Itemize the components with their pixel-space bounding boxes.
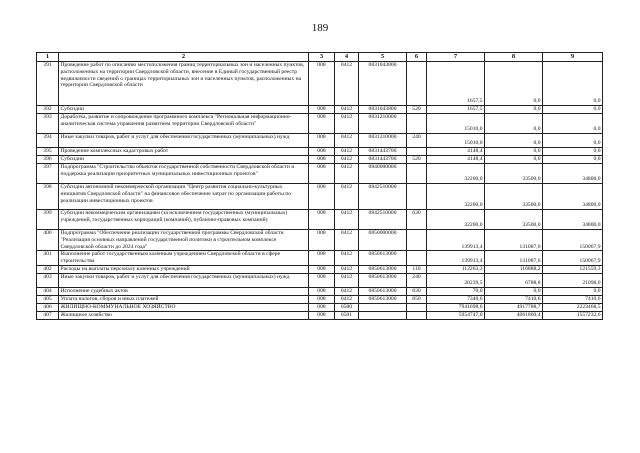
expense-type-code: 830	[407, 288, 427, 296]
amount-year-1: 15010,0	[427, 134, 485, 148]
target-article-code: 0831443700	[359, 156, 407, 164]
amount-year-3: 150067,9	[543, 230, 603, 251]
expense-type-code	[407, 184, 427, 210]
expense-type-code	[407, 251, 427, 266]
row-number: 403	[37, 274, 59, 288]
ministry-code: 008	[309, 184, 335, 210]
amount-year-2: 0,0	[485, 62, 543, 106]
column-header: 8	[485, 53, 543, 62]
table-row	[37, 296, 603, 304]
section-code: 0412	[335, 148, 359, 156]
target-article-code: 0850613000	[359, 251, 407, 266]
amount-year-3: 0,0	[543, 114, 603, 134]
target-article-code	[359, 312, 407, 320]
expense-type-code: 520	[407, 156, 427, 164]
row-number: 407	[37, 312, 59, 320]
amount-year-1: 32200,0	[427, 210, 485, 230]
section-code: 0412	[335, 230, 359, 251]
amount-year-3: 121559,3	[543, 266, 603, 274]
amount-year-2: 131087,6	[485, 230, 543, 251]
table-row	[37, 106, 603, 114]
table-row	[37, 114, 603, 134]
row-number: 400	[37, 230, 59, 251]
column-header: 9	[543, 53, 603, 62]
row-name: Субсидии	[59, 156, 309, 164]
expense-type-code: 110	[407, 266, 427, 274]
expense-type-code	[407, 312, 427, 320]
row-number: 402	[37, 266, 59, 274]
section-code: 0412	[335, 266, 359, 274]
ministry-code: 008	[309, 296, 335, 304]
amount-year-2: 116888,2	[485, 266, 543, 274]
expense-type-code	[407, 148, 427, 156]
amount-year-1: 139913,4	[427, 251, 485, 266]
table-row	[37, 164, 603, 184]
target-article-code: 0842510000	[359, 210, 407, 230]
table-row	[37, 148, 603, 156]
row-name: Жилищное хозяйство	[59, 312, 309, 320]
target-article-code: 0850613000	[359, 274, 407, 288]
amount-year-3: 0,0	[543, 156, 603, 164]
amount-year-2: 0,0	[485, 134, 543, 148]
amount-year-1: 4148,4	[427, 156, 485, 164]
target-article-code: 0831043800	[359, 106, 407, 114]
amount-year-3: 21098,0	[543, 274, 603, 288]
table-row	[37, 274, 603, 288]
section-code: 0412	[335, 184, 359, 210]
amount-year-3: 0,0	[543, 106, 603, 114]
section-code: 0500	[335, 304, 359, 312]
ministry-code: 008	[309, 164, 335, 184]
row-name: Иные закупки товаров, работ и услуг для обеспечения государственных (муниципальных) нужд	[59, 134, 309, 148]
expense-type-code	[407, 230, 427, 251]
row-name: Уплата налогов, сборов и иных платежей	[59, 296, 309, 304]
row-number: 398	[37, 184, 59, 210]
ministry-code: 008	[309, 274, 335, 288]
amount-year-3: 0,0	[543, 62, 603, 106]
target-article-code	[359, 304, 407, 312]
amount-year-1: 70,0	[427, 288, 485, 296]
amount-year-1: 32200,0	[427, 184, 485, 210]
amount-year-2: 131087,6	[485, 251, 543, 266]
column-header: 6	[407, 53, 427, 62]
expense-type-code	[407, 114, 427, 134]
section-code: 0412	[335, 210, 359, 230]
amount-year-2: 33500,0	[485, 184, 543, 210]
expense-type-code: 520	[407, 106, 427, 114]
amount-year-1: 7340,6	[427, 296, 485, 304]
expense-type-code: 630	[407, 210, 427, 230]
expense-type-code	[407, 62, 427, 106]
amount-year-1: 32200,0	[427, 164, 485, 184]
table-row	[37, 134, 603, 148]
target-article-code: 0850613000	[359, 266, 407, 274]
section-code: 0412	[335, 251, 359, 266]
amount-year-3: 34800,0	[543, 210, 603, 230]
ministry-code: 008	[309, 288, 335, 296]
expense-type-code	[407, 164, 427, 184]
table-row	[37, 184, 603, 210]
section-code: 0412	[335, 114, 359, 134]
amount-year-2: 0,0	[485, 106, 543, 114]
target-article-code: 0842510000	[359, 184, 407, 210]
amount-year-3: 34800,0	[543, 164, 603, 184]
amount-year-3: 150067,9	[543, 251, 603, 266]
row-number: 404	[37, 288, 59, 296]
column-header: 4	[335, 53, 359, 62]
ministry-code: 008	[309, 304, 335, 312]
amount-year-2: 4917788,7	[485, 304, 543, 312]
row-number: 401	[37, 251, 59, 266]
table-row	[37, 230, 603, 251]
table-row	[37, 304, 603, 312]
amount-year-2: 33500,0	[485, 210, 543, 230]
target-article-code: 0850000000	[359, 230, 407, 251]
column-header: 5	[359, 53, 407, 62]
header-row	[37, 53, 603, 62]
amount-year-2: 33500,0	[485, 164, 543, 184]
row-number: 396	[37, 156, 59, 164]
row-number: 397	[37, 164, 59, 184]
amount-year-1: 1657,5	[427, 62, 485, 106]
amount-year-3: 34800,0	[543, 184, 603, 210]
amount-year-2: 0,0	[485, 156, 543, 164]
amount-year-1: 15010,0	[427, 114, 485, 134]
row-number: 394	[37, 134, 59, 148]
amount-year-3: 0,0	[543, 134, 603, 148]
row-name: Субсидии	[59, 106, 309, 114]
table-row	[37, 156, 603, 164]
row-number: 399	[37, 210, 59, 230]
expense-type-code	[407, 304, 427, 312]
amount-year-1: 5954747,0	[427, 312, 485, 320]
row-number: 392	[37, 106, 59, 114]
row-name: Подпрограмма "Строительство объектов государственной собственности Свердловской области и поддержка реализации приоритетных муниципальных инвестиционных проектов"	[59, 164, 309, 184]
ministry-code: 008	[309, 230, 335, 251]
amount-year-1: 1657,5	[427, 106, 485, 114]
table-row	[37, 288, 603, 296]
column-header: 3	[309, 53, 335, 62]
row-name: Подпрограмма "Обеспечение реализации государственной программы Свердловской области "Реализация основных направлений государственной политики в строительном комплексе Свердловской области до 2024 года"	[59, 230, 309, 251]
section-code: 0501	[335, 312, 359, 320]
ministry-code: 008	[309, 134, 335, 148]
table-row	[37, 312, 603, 320]
ministry-code: 008	[309, 266, 335, 274]
target-article-code: 0831043800	[359, 62, 407, 106]
row-name: Субсидии автономной некоммерческой организации "Центр развития социально-культурных инициатив Свердловской области" на финансовое обеспечение затрат по организации работы по реализации инвестиционных проектов	[59, 184, 309, 210]
row-name: Иные закупки товаров, работ и услуг для обеспечения государственных (муниципальных) нужд	[59, 274, 309, 288]
amount-year-2: 7410,6	[485, 296, 543, 304]
target-article-code: 0850613000	[359, 288, 407, 296]
section-code: 0412	[335, 164, 359, 184]
ministry-code: 008	[309, 312, 335, 320]
section-code: 0412	[335, 288, 359, 296]
expense-type-code: 850	[407, 296, 427, 304]
section-code: 0412	[335, 274, 359, 288]
table-row	[37, 210, 603, 230]
section-code: 0412	[335, 62, 359, 106]
column-header: 1	[37, 53, 59, 62]
row-name: Исполнение судебных актов	[59, 288, 309, 296]
amount-year-3: 2223468,5	[543, 304, 603, 312]
table-body	[37, 62, 603, 320]
ministry-code: 008	[309, 114, 335, 134]
amount-year-3: 0,0	[543, 148, 603, 156]
amount-year-2: 0,0	[485, 148, 543, 156]
table-row	[37, 251, 603, 266]
amount-year-2: 0,0	[485, 114, 543, 134]
amount-year-1: 20239,5	[427, 274, 485, 288]
row-name: Проведение работ по описанию местоположения границ территориальных зон и населенных пунктов, расположенных на территории Свердловской области, внесение в Единый государственный реестр недвижимости сведений о границах территориальных зон и населенных пунктов, расположенных на территории Свердловской области	[59, 62, 309, 106]
section-code: 0412	[335, 156, 359, 164]
target-article-code: 0850613000	[359, 296, 407, 304]
ministry-code: 008	[309, 156, 335, 164]
row-number: 406	[37, 304, 59, 312]
row-name: Доработка, развитие и сопровождение программного комплекса "Региональная информационно-аналитическая система управления развитием территории Свердловской области"	[59, 114, 309, 134]
amount-year-3: 7410,6	[543, 296, 603, 304]
row-name: Субсидии некоммерческим организациям (за исключением государственных (муниципальных) учреждений, государственных корпораций (компаний), публично-правовых компаний)	[59, 210, 309, 230]
column-header: 7	[427, 53, 485, 62]
table-row	[37, 266, 603, 274]
column-header: 2	[59, 53, 309, 62]
budget-table	[36, 52, 603, 320]
row-number: 395	[37, 148, 59, 156]
row-number: 393	[37, 114, 59, 134]
target-article-code: 0831210000	[359, 114, 407, 134]
section-code: 0412	[335, 134, 359, 148]
amount-year-3: 0,0	[543, 288, 603, 296]
row-name: Проведение комплексных кадастровых работ	[59, 148, 309, 156]
section-code: 0412	[335, 106, 359, 114]
section-code: 0412	[335, 296, 359, 304]
target-article-code: 0840000000	[359, 164, 407, 184]
target-article-code: 0831210000	[359, 134, 407, 148]
ministry-code: 008	[309, 106, 335, 114]
amount-year-3: 1557232,6	[543, 312, 603, 320]
ministry-code: 008	[309, 148, 335, 156]
amount-year-1: 112263,3	[427, 266, 485, 274]
row-number: 405	[37, 296, 59, 304]
ministry-code: 008	[309, 251, 335, 266]
amount-year-2: 4061860,4	[485, 312, 543, 320]
row-name: Расходы на выплаты персоналу казенных учреждений	[59, 266, 309, 274]
amount-year-2: 0,0	[485, 288, 543, 296]
amount-year-1: 4148,4	[427, 148, 485, 156]
ministry-code: 008	[309, 210, 335, 230]
amount-year-2: 6788,8	[485, 274, 543, 288]
ministry-code: 008	[309, 62, 335, 106]
expense-type-code: 240	[407, 134, 427, 148]
page-number: 189	[311, 22, 329, 34]
amount-year-1: 139913,4	[427, 230, 485, 251]
row-number: 391	[37, 62, 59, 106]
row-name: ЖИЛИЩНО-КОММУНАЛЬНОЕ ХОЗЯЙСТВО	[59, 304, 309, 312]
expense-type-code: 240	[407, 274, 427, 288]
amount-year-1: 7941698,6	[427, 304, 485, 312]
table-row	[37, 62, 603, 106]
row-name: Выполнение работ государственным казенным учреждением Свердловской области в сфере строительства	[59, 251, 309, 266]
target-article-code: 0831443700	[359, 148, 407, 156]
